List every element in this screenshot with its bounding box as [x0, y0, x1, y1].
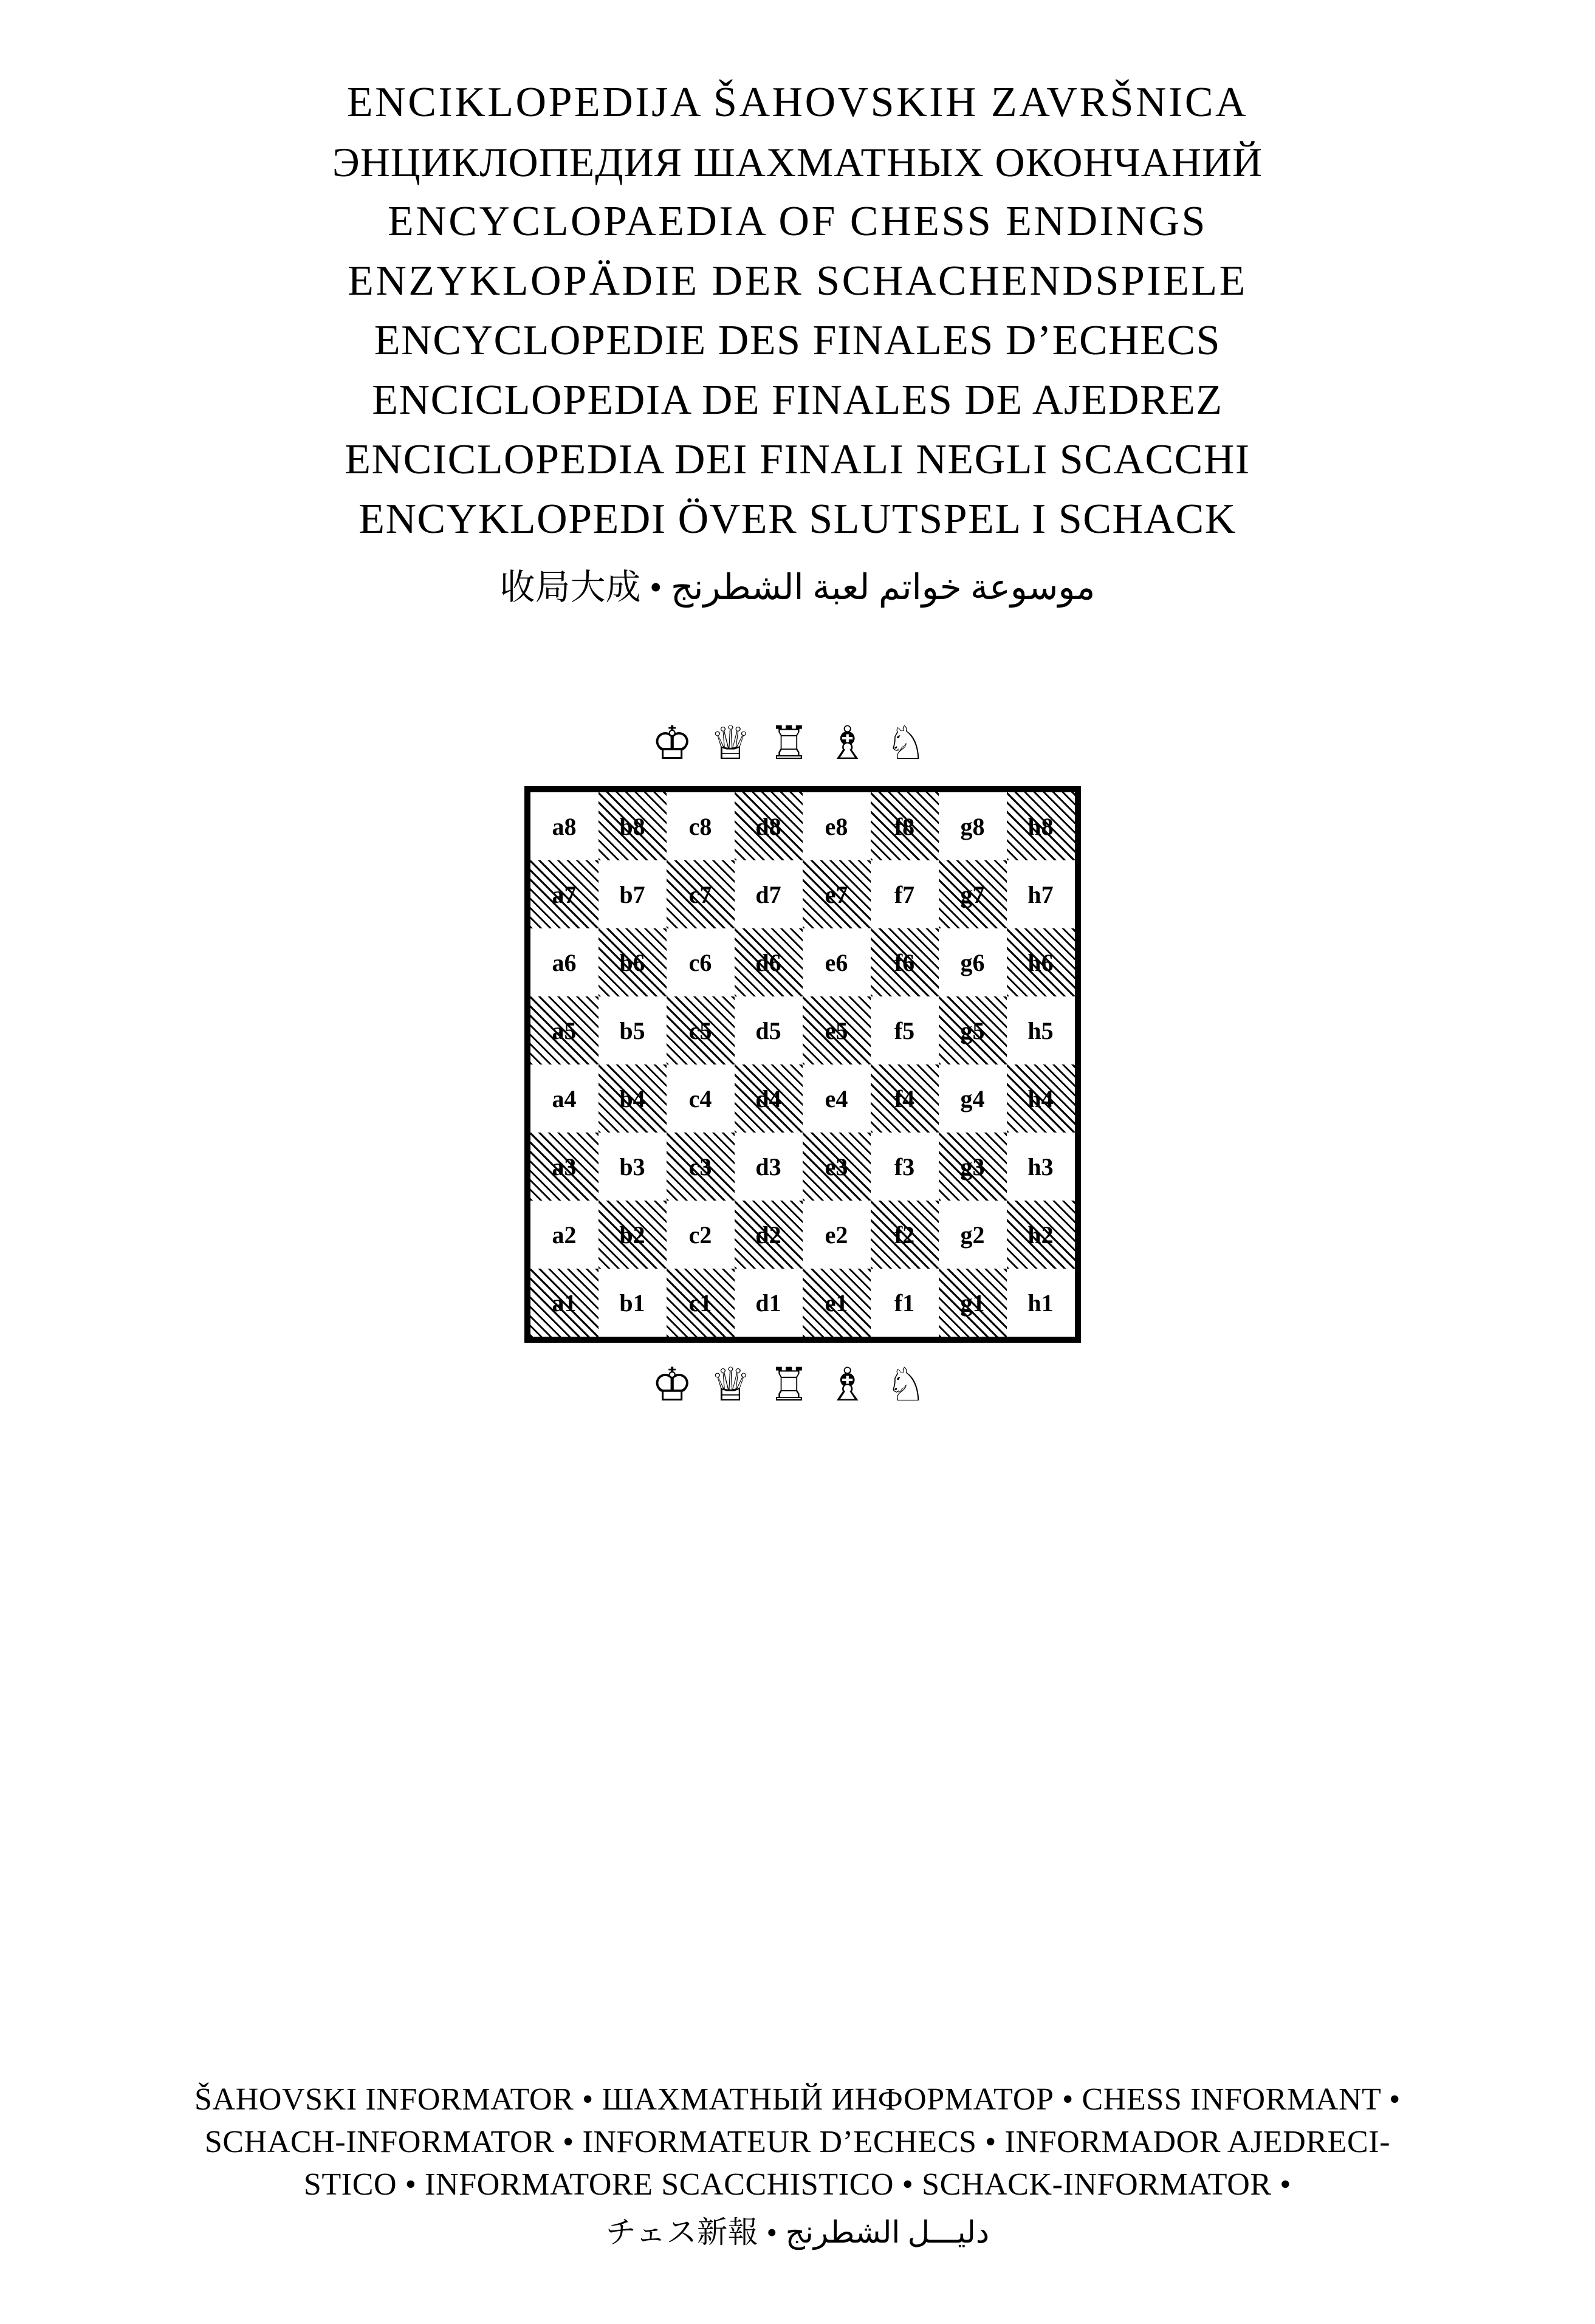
square-label: a7: [552, 880, 577, 908]
square-label: c2: [688, 1221, 712, 1249]
square-f7[interactable]: [871, 860, 939, 928]
square-b6[interactable]: [599, 928, 667, 996]
square-label: f7: [894, 880, 915, 908]
title-line-german: ENZYKLOPÄDIE DER SCHACHENDSPIELE: [348, 258, 1247, 304]
square-label: e2: [825, 1221, 848, 1249]
square-b2[interactable]: [599, 1201, 667, 1269]
square-h6[interactable]: [1007, 928, 1078, 996]
square-label: h8: [1027, 812, 1054, 840]
square-b1[interactable]: [599, 1269, 667, 1340]
title-line-serbian: ENCIKLOPEDIJA ŠAHOVSKIH ZAVRŠNICA: [346, 79, 1249, 126]
title-line-french: ENCYCLOPEDIE DES FINALES D’ECHECS: [374, 317, 1221, 364]
square-label: a2: [552, 1221, 577, 1249]
square-e7[interactable]: [803, 860, 871, 928]
square-label: g8: [960, 812, 985, 840]
square-h5[interactable]: [1007, 996, 1078, 1064]
square-g4[interactable]: [939, 1064, 1007, 1133]
square-label: g6: [960, 948, 985, 976]
square-g1[interactable]: [939, 1269, 1007, 1340]
square-a7[interactable]: [527, 860, 599, 928]
square-label: e8: [825, 812, 848, 840]
white-queen-icon: ♕: [710, 1357, 769, 1411]
square-d2[interactable]: [735, 1201, 803, 1269]
square-c7[interactable]: [667, 860, 735, 928]
white-king-icon: ♔: [651, 1357, 710, 1411]
square-a5[interactable]: [527, 996, 599, 1064]
square-g5[interactable]: [939, 996, 1007, 1064]
imprint-line-2: SCHACH-INFORMATOR • INFORMATEUR D’ECHECS • INFORMADOR AJEDRECI-: [204, 2125, 1391, 2159]
board-rank-7: [527, 860, 1078, 928]
square-label: c6: [688, 948, 712, 976]
square-label: h2: [1027, 1221, 1054, 1249]
square-e6[interactable]: [803, 928, 871, 996]
square-label: a8: [552, 812, 577, 840]
square-label: c5: [688, 1016, 712, 1044]
square-g2[interactable]: [939, 1201, 1007, 1269]
square-label: d1: [755, 1289, 781, 1317]
white-bishop-icon: ♗: [826, 716, 885, 770]
square-g6[interactable]: [939, 928, 1007, 996]
square-g3[interactable]: [939, 1133, 1007, 1201]
square-label: h7: [1027, 880, 1054, 908]
publisher-imprint: [0, 2079, 1595, 2252]
square-label: a5: [552, 1016, 577, 1044]
square-f1[interactable]: [871, 1269, 939, 1340]
square-b5[interactable]: [599, 996, 667, 1064]
board-rank-5: [527, 996, 1078, 1064]
square-label: e3: [825, 1153, 848, 1181]
square-d7[interactable]: [735, 860, 803, 928]
title-line-swedish: ENCYKLOPEDI ÖVER SLUTSPEL I SCHACK: [358, 496, 1237, 543]
imprint-line-japanese-arabic: チェス新報 • دليـــل الشطرنج: [605, 2215, 990, 2249]
square-label: e4: [825, 1085, 848, 1112]
square-label: b5: [619, 1016, 645, 1044]
square-label: a1: [552, 1289, 577, 1317]
board-rank-3: [527, 1133, 1078, 1201]
square-d3[interactable]: [735, 1133, 803, 1201]
square-label: f6: [894, 948, 915, 976]
square-label: d4: [755, 1085, 781, 1112]
square-e1[interactable]: [803, 1269, 871, 1340]
square-f3[interactable]: [871, 1133, 939, 1201]
title-line-chinese-arabic: 收局大成 • موسوعة خواتم لعبة الشطرنج: [499, 567, 1096, 607]
square-label: a6: [552, 948, 577, 976]
square-label: f1: [894, 1289, 915, 1317]
square-label: c7: [688, 880, 712, 908]
square-label: e7: [825, 880, 848, 908]
board-rank-8: [527, 789, 1078, 860]
square-d8[interactable]: [735, 789, 803, 860]
square-label: b7: [619, 880, 645, 908]
board-rank-1: [527, 1269, 1078, 1340]
square-h1[interactable]: [1007, 1269, 1078, 1340]
imprint-line-3: STICO • INFORMATORE SCACCHISTICO • SCHACK-INFORMATOR •: [303, 2167, 1292, 2202]
square-b3[interactable]: [599, 1133, 667, 1201]
square-g8[interactable]: [939, 789, 1007, 860]
square-label: h4: [1027, 1085, 1054, 1112]
square-label: a4: [552, 1085, 577, 1112]
square-label: h6: [1027, 948, 1054, 976]
square-label: f4: [894, 1085, 915, 1112]
square-label: g7: [960, 880, 985, 908]
square-b8[interactable]: [599, 789, 667, 860]
square-label: c8: [688, 812, 712, 840]
square-label: c3: [688, 1153, 712, 1181]
white-knight-icon: ♘: [885, 716, 944, 770]
square-f6[interactable]: [871, 928, 939, 996]
white-king-icon: ♔: [651, 716, 710, 770]
square-f2[interactable]: [871, 1201, 939, 1269]
title-line-italian: ENCICLOPEDIA DEI FINALI NEGLI SCACCHI: [345, 436, 1250, 483]
piece-legend-bottom: [0, 1359, 1595, 1411]
square-label: e5: [825, 1016, 848, 1044]
piece-legend-top: [0, 717, 1595, 769]
square-label: g4: [960, 1085, 985, 1112]
square-a1[interactable]: [527, 1269, 599, 1340]
square-a6[interactable]: [527, 928, 599, 996]
square-h3[interactable]: [1007, 1133, 1078, 1201]
square-c8[interactable]: [667, 789, 735, 860]
square-label: f8: [894, 812, 915, 840]
square-label: e6: [825, 948, 848, 976]
square-label: b6: [619, 948, 645, 976]
square-e5[interactable]: [803, 996, 871, 1064]
square-label: f5: [894, 1016, 915, 1044]
square-e4[interactable]: [803, 1064, 871, 1133]
square-label: d2: [755, 1221, 781, 1249]
white-queen-icon: ♕: [710, 716, 769, 770]
square-h2[interactable]: [1007, 1201, 1078, 1269]
square-label: d7: [755, 880, 781, 908]
title-line-russian: ЭНЦИКЛОПЕДИЯ ШАХМАТНЫХ ОКОНЧАНИЙ: [332, 139, 1263, 185]
square-e8[interactable]: [803, 789, 871, 860]
chess-diagram: [0, 717, 1595, 1411]
square-label: b4: [619, 1085, 645, 1112]
square-label: d5: [755, 1016, 781, 1044]
chessboard-wrapper: [524, 786, 1071, 1343]
square-label: c4: [688, 1085, 712, 1112]
board-rank-6: [527, 928, 1078, 996]
imprint-line-1: ŠAHOVSKI INFORMATOR • ШАХМАТНЫЙ ИНФОРМАТОР • CHESS INFORMANT •: [194, 2082, 1401, 2117]
square-f5[interactable]: [871, 996, 939, 1064]
square-d1[interactable]: [735, 1269, 803, 1340]
square-c6[interactable]: [667, 928, 735, 996]
square-c4[interactable]: [667, 1064, 735, 1133]
board-rank-4: [527, 1064, 1078, 1133]
chessboard: [524, 786, 1081, 1343]
square-a8[interactable]: [527, 789, 599, 860]
square-label: d3: [755, 1153, 781, 1181]
square-label: g1: [960, 1289, 985, 1317]
square-label: g2: [960, 1221, 985, 1249]
square-e2[interactable]: [803, 1201, 871, 1269]
title-line-spanish: ENCICLOPEDIA DE FINALES DE AJEDREZ: [372, 377, 1223, 423]
square-label: c1: [688, 1289, 712, 1317]
square-d4[interactable]: [735, 1064, 803, 1133]
square-label: g5: [960, 1016, 985, 1044]
square-h8[interactable]: [1007, 789, 1078, 860]
square-b4[interactable]: [599, 1064, 667, 1133]
square-label: b2: [619, 1221, 645, 1249]
square-label: h1: [1027, 1289, 1054, 1317]
board-rank-2: [527, 1201, 1078, 1269]
square-d5[interactable]: [735, 996, 803, 1064]
square-c3[interactable]: [667, 1133, 735, 1201]
square-g7[interactable]: [939, 860, 1007, 928]
white-bishop-icon: ♗: [826, 1357, 885, 1411]
title-line-english: ENCYCLOPAEDIA OF CHESS ENDINGS: [388, 198, 1207, 245]
square-label: f2: [894, 1221, 915, 1249]
square-h4[interactable]: [1007, 1064, 1078, 1133]
square-label: e1: [825, 1289, 848, 1317]
white-rook-icon: ♖: [768, 1357, 827, 1411]
square-c5[interactable]: [667, 996, 735, 1064]
square-label: d8: [755, 812, 781, 840]
square-label: a3: [552, 1153, 577, 1181]
square-label: d6: [755, 948, 781, 976]
square-label: h5: [1027, 1016, 1054, 1044]
square-f4[interactable]: [871, 1064, 939, 1133]
square-d6[interactable]: [735, 928, 803, 996]
square-label: b1: [619, 1289, 645, 1317]
square-label: g3: [960, 1153, 985, 1181]
square-label: h3: [1027, 1153, 1054, 1181]
square-a4[interactable]: [527, 1064, 599, 1133]
square-label: b3: [619, 1153, 645, 1181]
square-b7[interactable]: [599, 860, 667, 928]
square-e3[interactable]: [803, 1133, 871, 1201]
square-label: f3: [894, 1153, 915, 1181]
square-c1[interactable]: [667, 1269, 735, 1340]
white-knight-icon: ♘: [885, 1357, 944, 1411]
square-f8[interactable]: [871, 789, 939, 860]
title-block: [0, 73, 1595, 611]
white-rook-icon: ♖: [768, 716, 827, 770]
square-a3[interactable]: [527, 1133, 599, 1201]
square-a2[interactable]: [527, 1201, 599, 1269]
square-label: b8: [619, 812, 645, 840]
square-c2[interactable]: [667, 1201, 735, 1269]
square-h7[interactable]: [1007, 860, 1078, 928]
